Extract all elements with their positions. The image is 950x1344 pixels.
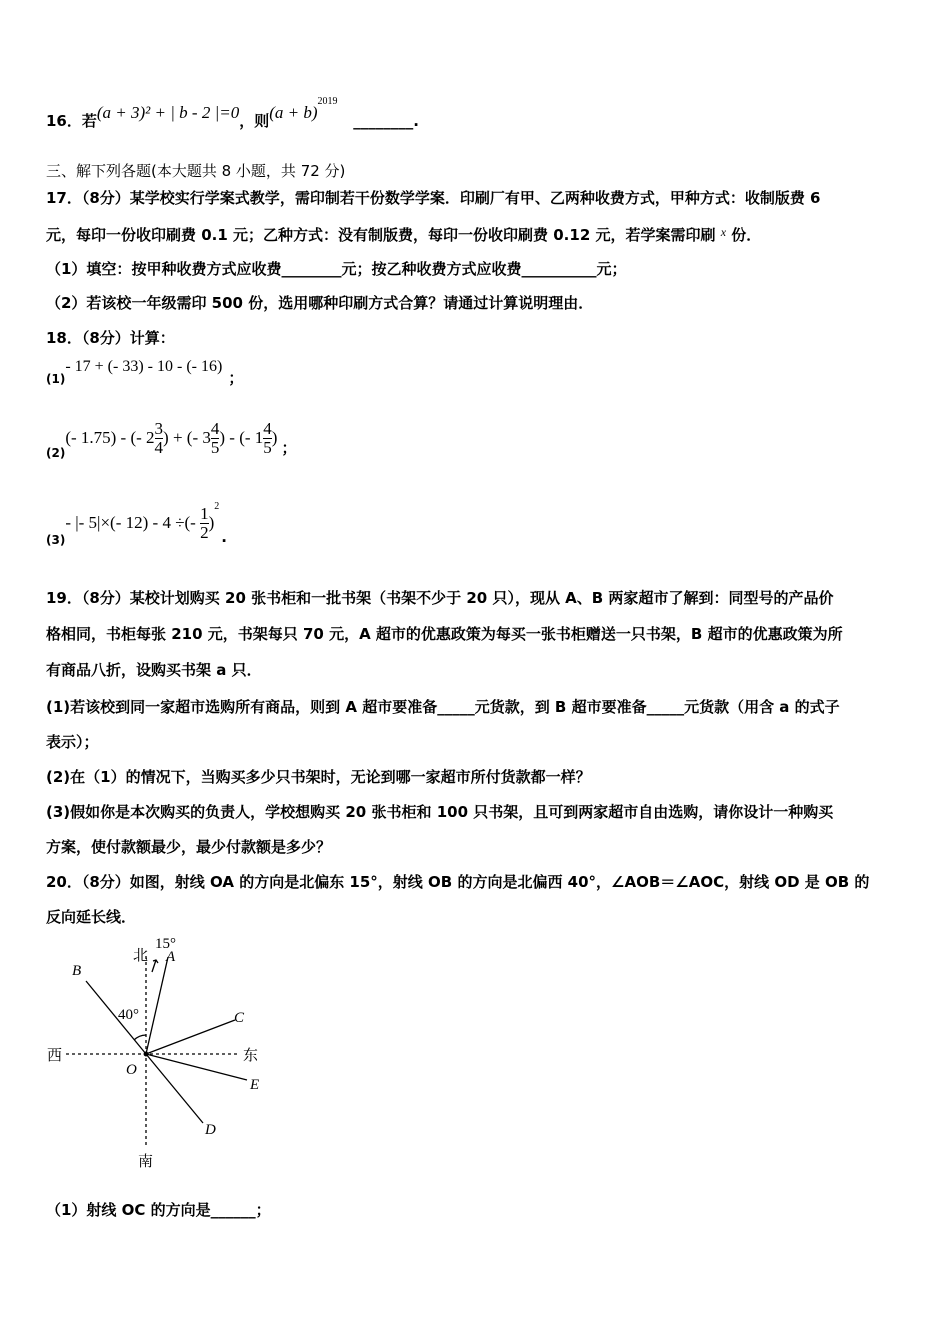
label-b: B [72,963,82,979]
q17-var: x [720,225,727,239]
q19-line7: (3)假如你是本次购买的负责人，学校想购买 20 张书柜和 100 只书架，且可到两家超市自由选购，请你设计一种购买 [46,803,834,821]
origin-point [144,1052,148,1056]
numerator: 4 [210,419,220,438]
angle-15-arrow [152,960,158,972]
denominator: 4 [154,438,164,457]
q18-p1-expr: - 17 + (- 33) - 10 - (- 16) [65,358,223,375]
q18-p2-label: (2) [46,446,66,460]
q19-line1: 19．（8分）某校计划购买 20 张书柜和一批书架（书架不少于 20 只），现从 A、B 两家超市了解到：同型号的产品价 [46,589,834,607]
q17-part1: （1）填空：按甲种收费方式应收费________元；按乙种收费方式应收费__________元； [46,260,627,278]
q16-end: . [413,112,419,130]
ray-od [146,1054,203,1123]
q18-p3-label: (3) [46,533,66,547]
label-e: E [250,1077,260,1093]
q19-line6: (2)在（1）的情况下，当购买多少只书架时，无论到哪一家超市所付货款都一样？ [46,768,591,786]
q19-line3: 有商品八折，设购买书架 a 只． [46,661,262,679]
ray-oe [146,1054,247,1080]
denominator: 5 [210,438,220,457]
q17-line1: 17．（8分）某学校实行学案式教学，需印制若干份数学学案．印刷厂有甲、乙两种收费方式，甲种方式：收制版费 6 [46,189,821,207]
ray-oc [146,1020,235,1054]
q20-part1: （1）射线 OC 的方向是______； [46,1201,271,1219]
q18-p3-b: ) [208,513,215,532]
section-3-heading: 三、解下列各题(本大题共 8 小题，共 72 分) [46,162,346,180]
label-15-degrees: 15° [155,936,176,952]
label-o: O [126,1062,137,1078]
denominator: 5 [263,438,272,457]
label-d: D [205,1122,216,1138]
numerator: 3 [154,419,164,438]
label-north: 北 [133,948,149,964]
numerator: 1 [200,504,209,523]
q17-line2b: 份． [731,226,762,244]
q17-part2: （2）若该校一年级需印 500 份，选用哪种印刷方式合算？请通过计算说明理由． [46,294,594,312]
q18-p2-b: ) + (- 3 [163,428,211,447]
label-west: 西 [47,1048,63,1064]
q18-p2-d: ) [271,428,278,447]
label-south: 南 [138,1154,154,1170]
q16-expr2: (a + b) [269,103,318,122]
q19-line4: (1)若该校到同一家超市选购所有商品，则到 A 超市要准备_____元货款，到 B 超市要准备_____元货款（用含 a 的式子 [46,698,840,716]
label-a: A [166,949,176,965]
q19-line5: 表示）； [46,733,99,751]
q18-p2-c: ) - (- 1 [219,428,264,447]
q18-p3-a: - |- 5|×(- 12) - 4 ÷(- [65,513,201,532]
q18-p1-end: ； [228,369,244,387]
ray-oa [146,957,168,1054]
label-40-degrees: 40° [118,1007,139,1023]
q19-line8: 方案，使付款额最少，最少付款额是多少？ [46,838,332,856]
q19-line2: 格相同，书柜每张 210 元，书架每只 70 元，A 超市的优惠政策为每买一张书柜赠送一只书架，B 超市的优惠政策为所 [46,625,843,643]
numerator: 4 [263,419,272,438]
q18-title: 18．（8分）计算： [46,329,175,347]
q18-p1-label: (1) [46,372,66,386]
q18-p2-end: ； [281,439,297,457]
denominator: 2 [200,523,209,542]
q16-expr1: (a + 3)² + | b - 2 |=0 [96,103,240,122]
q20-line2: 反向延长线． [46,908,137,926]
label-east: 东 [243,1048,259,1064]
q16-then: ，则 [239,112,270,130]
q18-p2-a: (- 1.75) - (- 2 [65,428,155,447]
q20-line1: 20．（8分）如图，射线 OA 的方向是北偏东 15°，射线 OB 的方向是北偏西 40°，∠AOB＝∠AOC，射线 OD 是 OB 的 [46,873,870,891]
angle-40-arc [134,1035,146,1040]
q16-label: 16．若 [46,112,97,130]
q18-p3-end: . [221,528,227,546]
q16-blank: ________ [353,112,414,130]
label-c: C [234,1010,245,1026]
q18-p3-exp: 2 [214,501,220,512]
q17-line2a: 元，每印一份收印刷费 0.1 元；乙种方式：没有制版费，每印一份收印刷费 0.12 元，若学案需印刷 [46,226,716,244]
q16-exponent: 2019 [317,96,338,107]
